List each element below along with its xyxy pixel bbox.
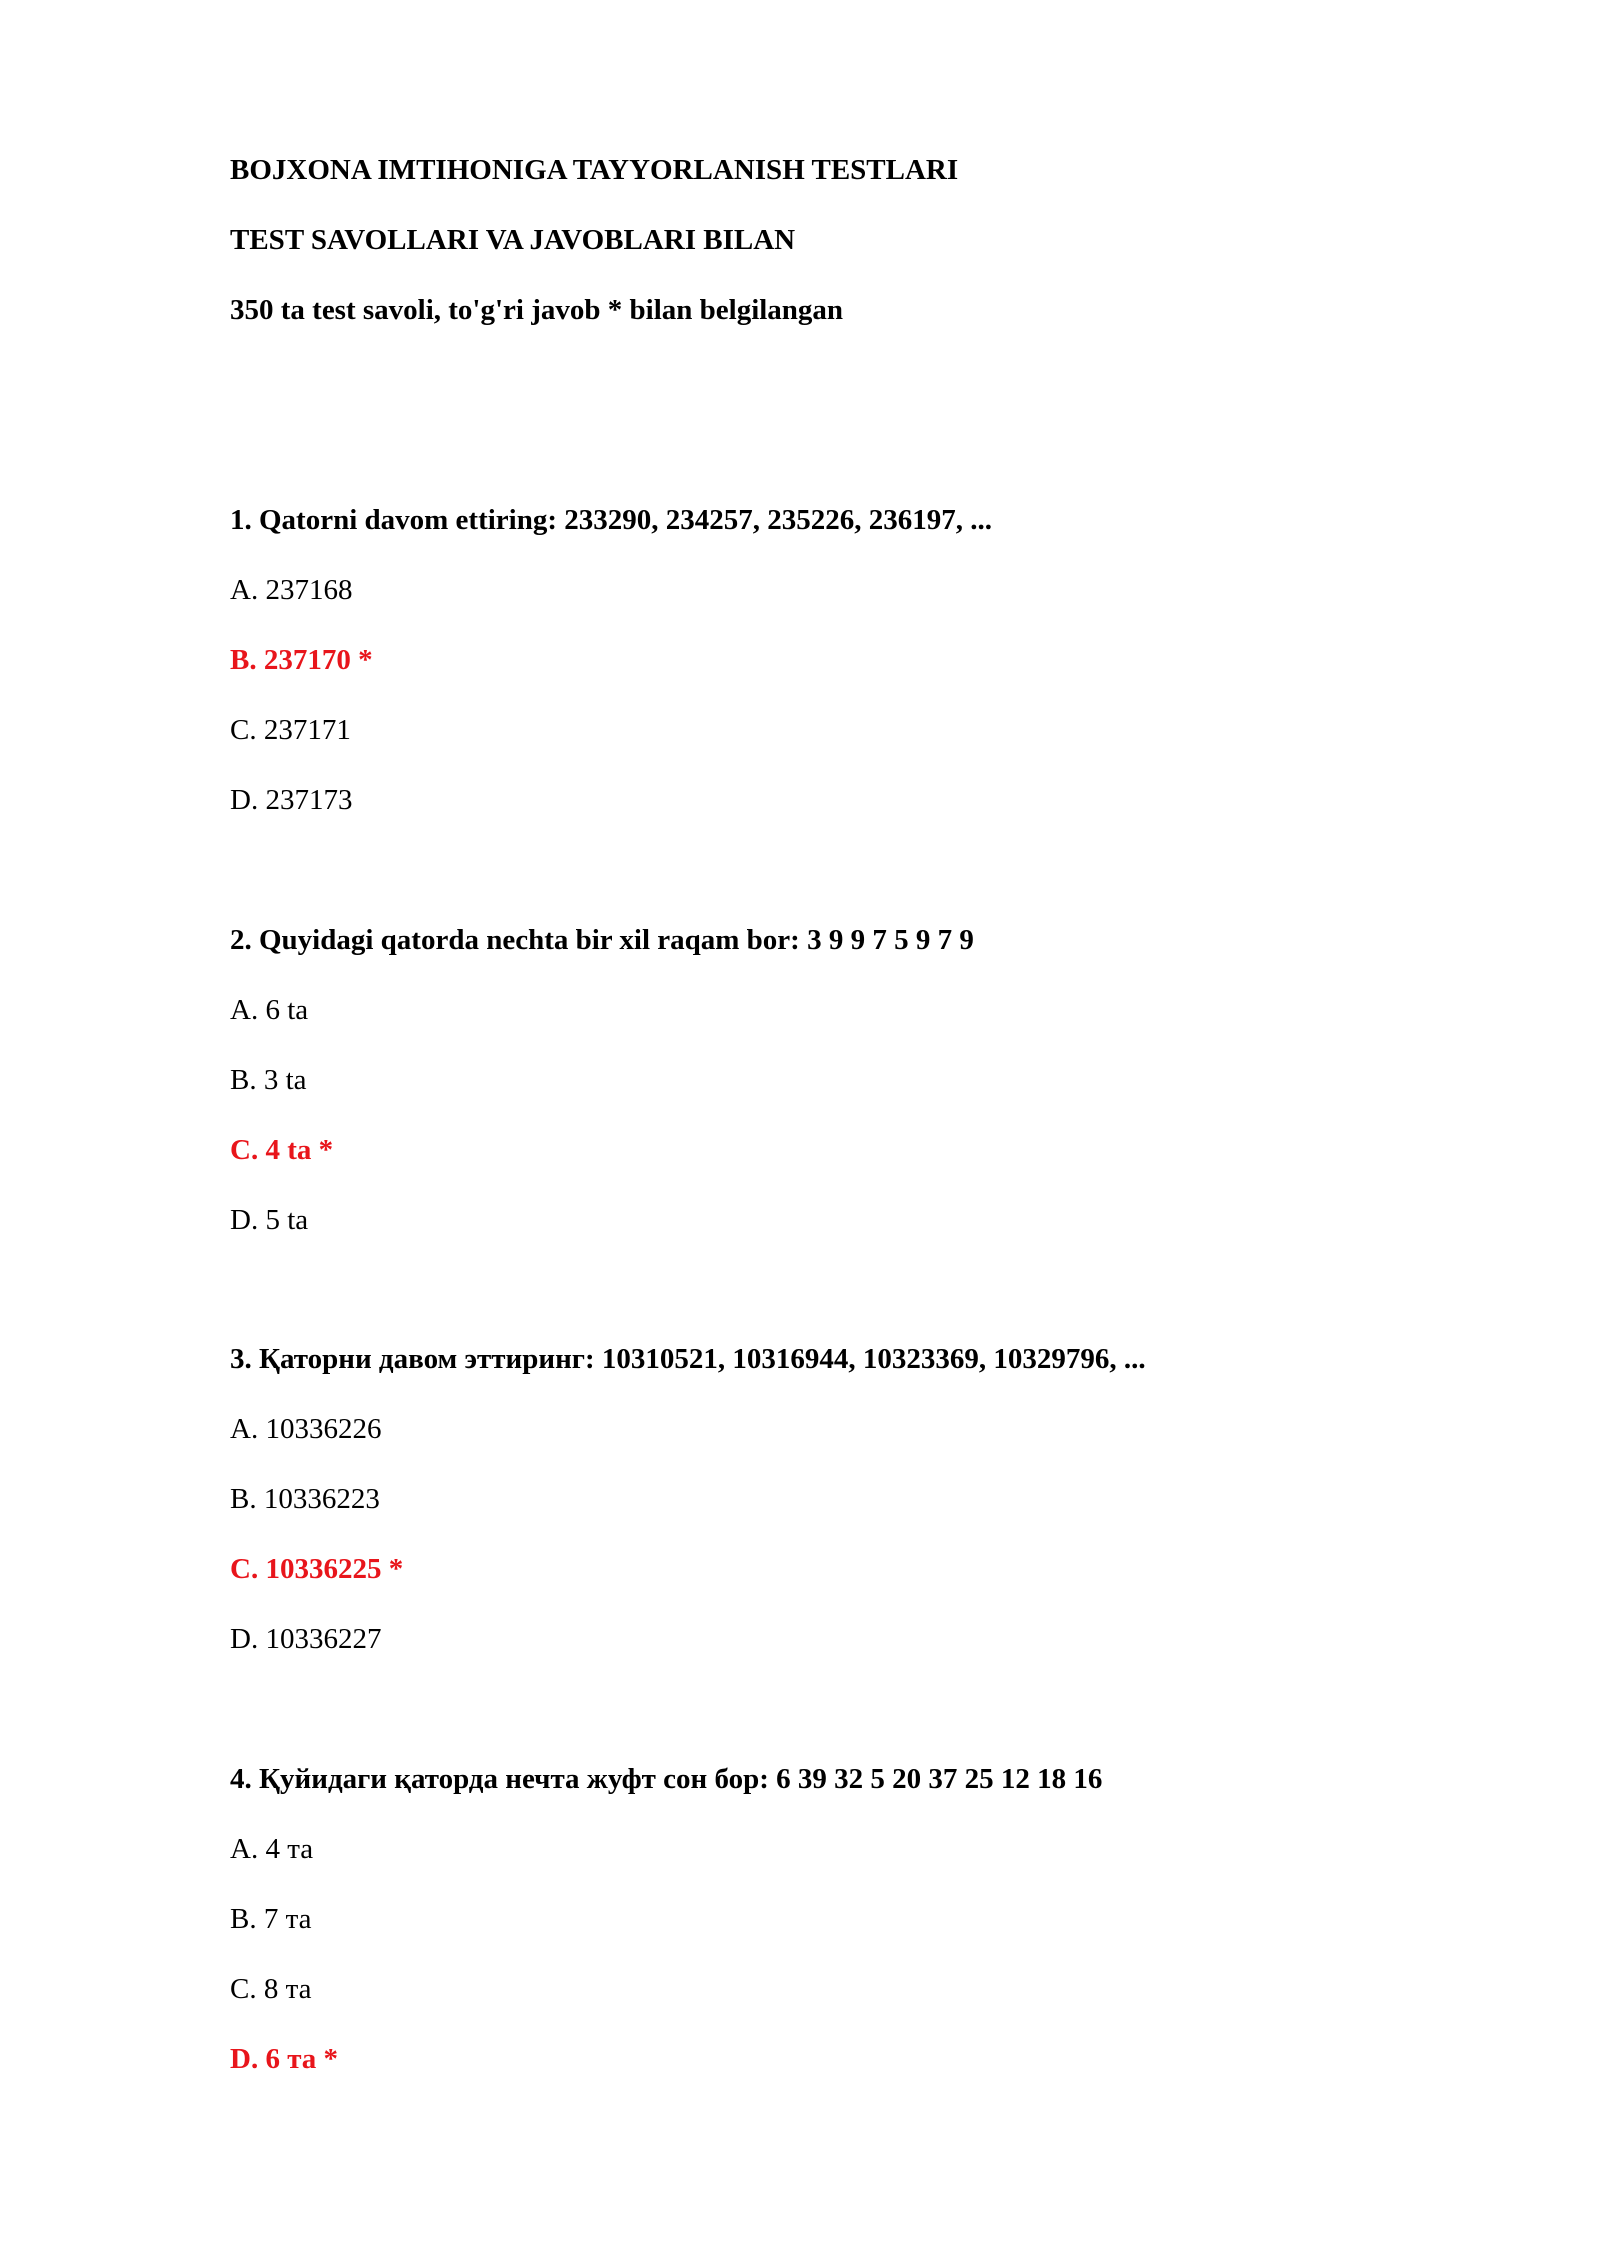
question-1-option-c: C. 237171 xyxy=(230,714,351,746)
question-4-option-c: C. 8 та xyxy=(230,1973,312,2005)
question-3-option-d: D. 10336227 xyxy=(230,1623,382,1655)
question-3-option-a: A. 10336226 xyxy=(230,1413,382,1445)
question-2-option-d: D. 5 ta xyxy=(230,1204,309,1236)
question-1-text: 1. Qatorni davom ettiring: 233290, 234257, 235226, 236197, ... xyxy=(230,504,993,536)
question-3-option-b: B. 10336223 xyxy=(230,1483,380,1515)
question-1-option-b-correct: B. 237170 * xyxy=(230,644,373,676)
question-3-option-c-correct: C. 10336225 * xyxy=(230,1553,404,1585)
question-2-option-c-correct: C. 4 ta * xyxy=(230,1134,334,1166)
question-3-text: 3. Қаторни давом эттиринг: 10310521, 10316944, 10323369, 10329796, ... xyxy=(230,1343,1146,1375)
question-2-text: 2. Quyidagi qatorda nechta bir xil raqam bor: 3 9 9 7 5 9 7 9 xyxy=(230,924,974,956)
document-title: BOJXONA IMTIHONIGA TAYYORLANISH TESTLARI xyxy=(230,154,959,186)
question-1-option-a: A. 237168 xyxy=(230,574,353,606)
document-subtitle: TEST SAVOLLARI VA JAVOBLARI BILAN xyxy=(230,224,796,256)
question-4-text: 4. Қуйидаги қаторда нечта жуфт сон бор: 6 39 32 5 20 37 25 12 18 16 xyxy=(230,1763,1103,1795)
question-4-option-d-correct: D. 6 та * xyxy=(230,2043,339,2075)
document-note: 350 ta test savoli, to'g'ri javob * bilan belgilangan xyxy=(230,294,844,326)
question-2-option-a: A. 6 ta xyxy=(230,994,309,1026)
question-2-option-b: B. 3 ta xyxy=(230,1064,307,1096)
question-4-option-a: A. 4 та xyxy=(230,1833,314,1865)
question-1-option-d: D. 237173 xyxy=(230,784,353,816)
question-4-option-b: B. 7 та xyxy=(230,1903,312,1935)
